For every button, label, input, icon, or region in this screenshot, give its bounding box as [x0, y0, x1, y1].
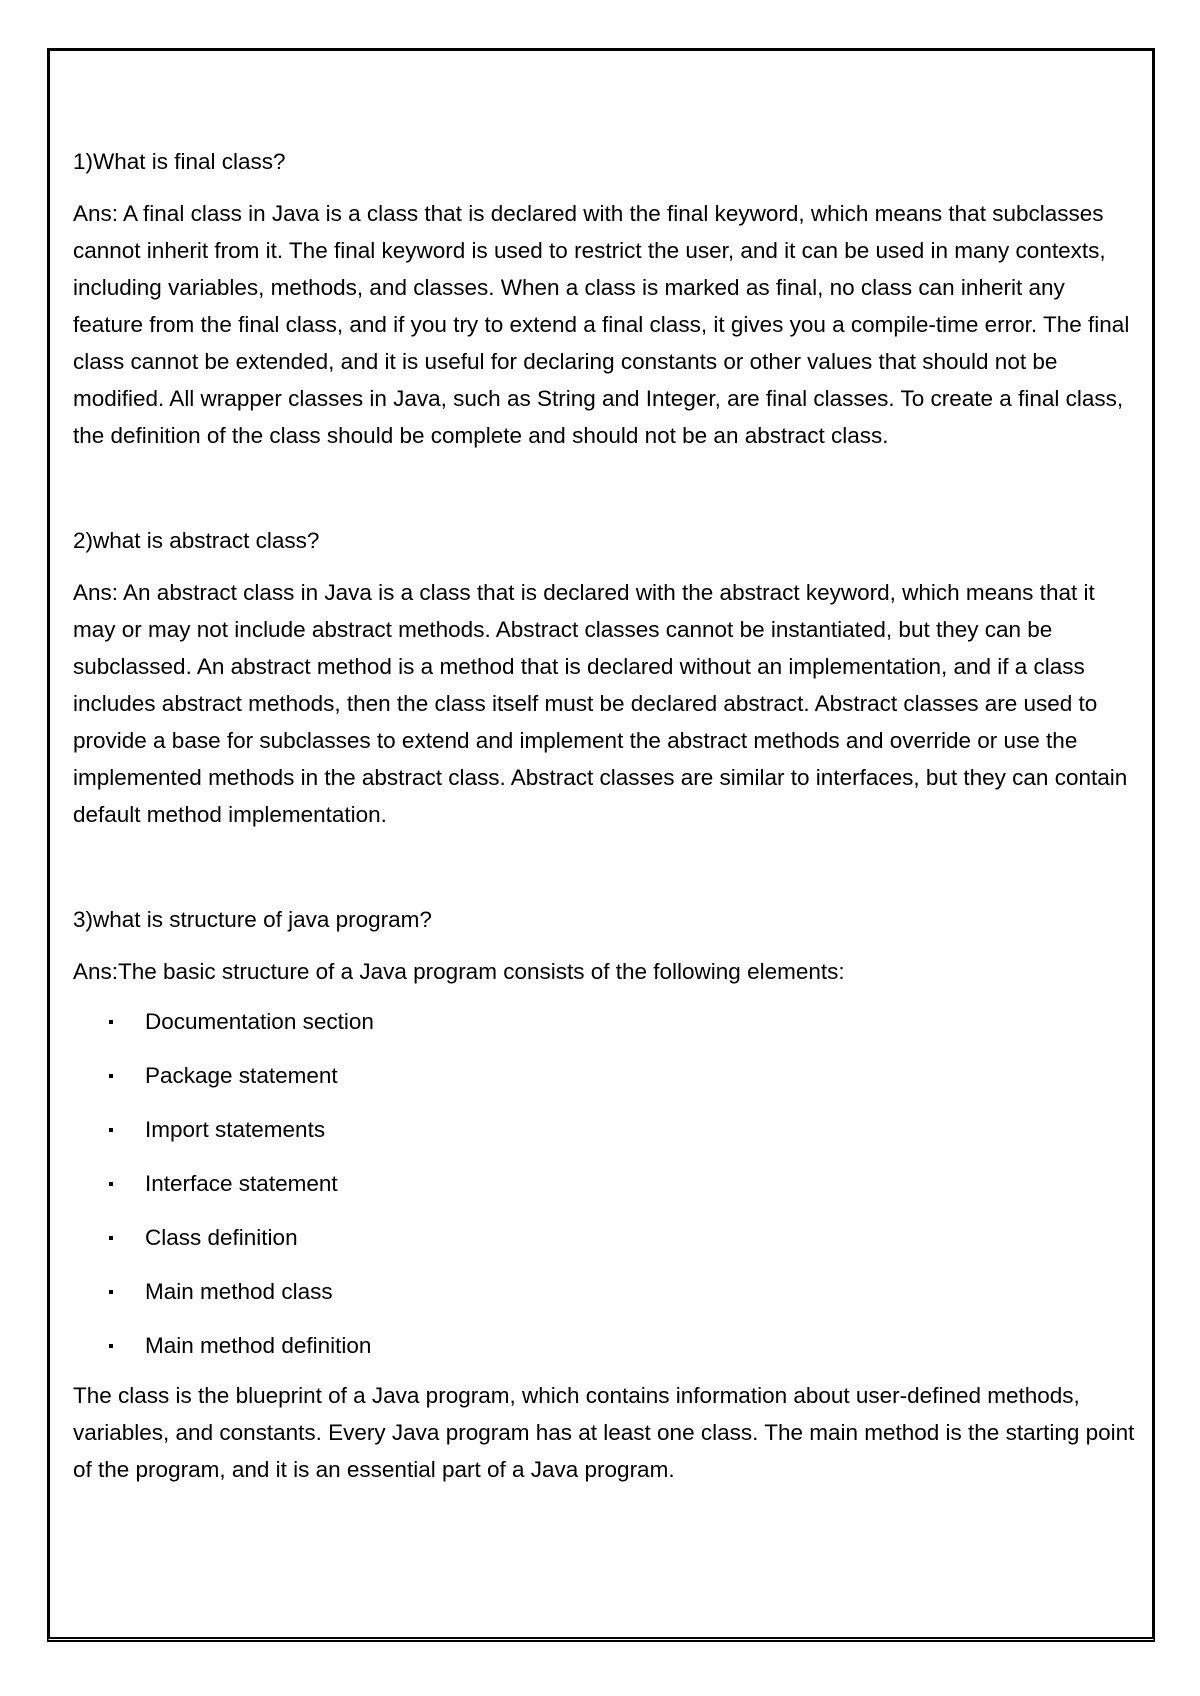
question-heading: 3)what is structure of java program? [73, 907, 432, 932]
closing-paragraph: The class is the blueprint of a Java program, which contains information about user-defined methods, variables, and constants. Every Java program has at least one class. The main method is the starting point of the program, and it is an essential part of a Java program. [73, 1383, 1135, 1482]
list-item-label: Class definition [145, 1225, 298, 1250]
list-item [73, 1165, 1138, 1219]
bullet-icon [109, 1344, 113, 1348]
answer-paragraph: Ans: A final class in Java is a class that is declared with the final keyword, which means that subclasses cannot inherit from it. The final keyword is used to restrict the user, and it can be used in many contexts, including variables, methods, and classes. When a class is marked as final, no class can inherit any feature from the final class, and if you try to extend a final class, it gives you a compile-time error. The final class cannot be extended, and it is useful for declaring constants or other values that should not be modified. All wrapper classes in Java, such as String and Integer, are final classes. To create a final class, the definition of the class should be complete and should not be an abstract class. [73, 201, 1130, 448]
question-heading: 2)what is abstract class? [73, 528, 320, 553]
bullet-icon [109, 1290, 113, 1294]
answer-paragraph: Ans: An abstract class in Java is a class that is declared with the abstract keyword, which means that it may or may not include abstract methods. Abstract classes cannot be instantiated, but they can be subclassed. An abstract method is a method that is declared without an implementation, and if a class includes abstract methods, then the class itself must be declared abstract. Abstract classes are used to provide a base for subclasses to extend and implement the abstract methods and override or use the implemented methods in the abstract class. Abstract classes are similar to interfaces, but they can contain default method implementation. [73, 580, 1128, 827]
list-item-label: Import statements [145, 1117, 326, 1142]
section-spacer [73, 454, 1138, 522]
bullet-icon [109, 1128, 113, 1132]
qa-final-class [73, 143, 1138, 454]
qa-java-structure [73, 901, 1138, 1488]
bullet-icon [109, 1182, 113, 1186]
answer-paragraph: Ans:The basic structure of a Java program consists of the following elements: [73, 959, 845, 984]
list-item [73, 1219, 1138, 1273]
bullet-icon [109, 1074, 113, 1078]
section-spacer [73, 833, 1138, 901]
bullet-icon [109, 1020, 113, 1024]
list-item [73, 1111, 1138, 1165]
list-item [73, 1003, 1138, 1057]
list-item [73, 1273, 1138, 1327]
list-item-label: Main method definition [145, 1333, 372, 1358]
list-item-label: Main method class [145, 1279, 333, 1304]
structure-elements-list [73, 1003, 1138, 1381]
list-item-label: Documentation section [145, 1009, 374, 1034]
list-item-label: Package statement [145, 1063, 338, 1088]
list-item [73, 1327, 1138, 1381]
list-item [73, 1057, 1138, 1111]
document-content [73, 143, 1138, 1488]
bullet-icon [109, 1236, 113, 1240]
list-item-label: Interface statement [145, 1171, 338, 1196]
question-heading: 1)What is final class? [73, 149, 286, 174]
qa-abstract-class [73, 522, 1138, 833]
